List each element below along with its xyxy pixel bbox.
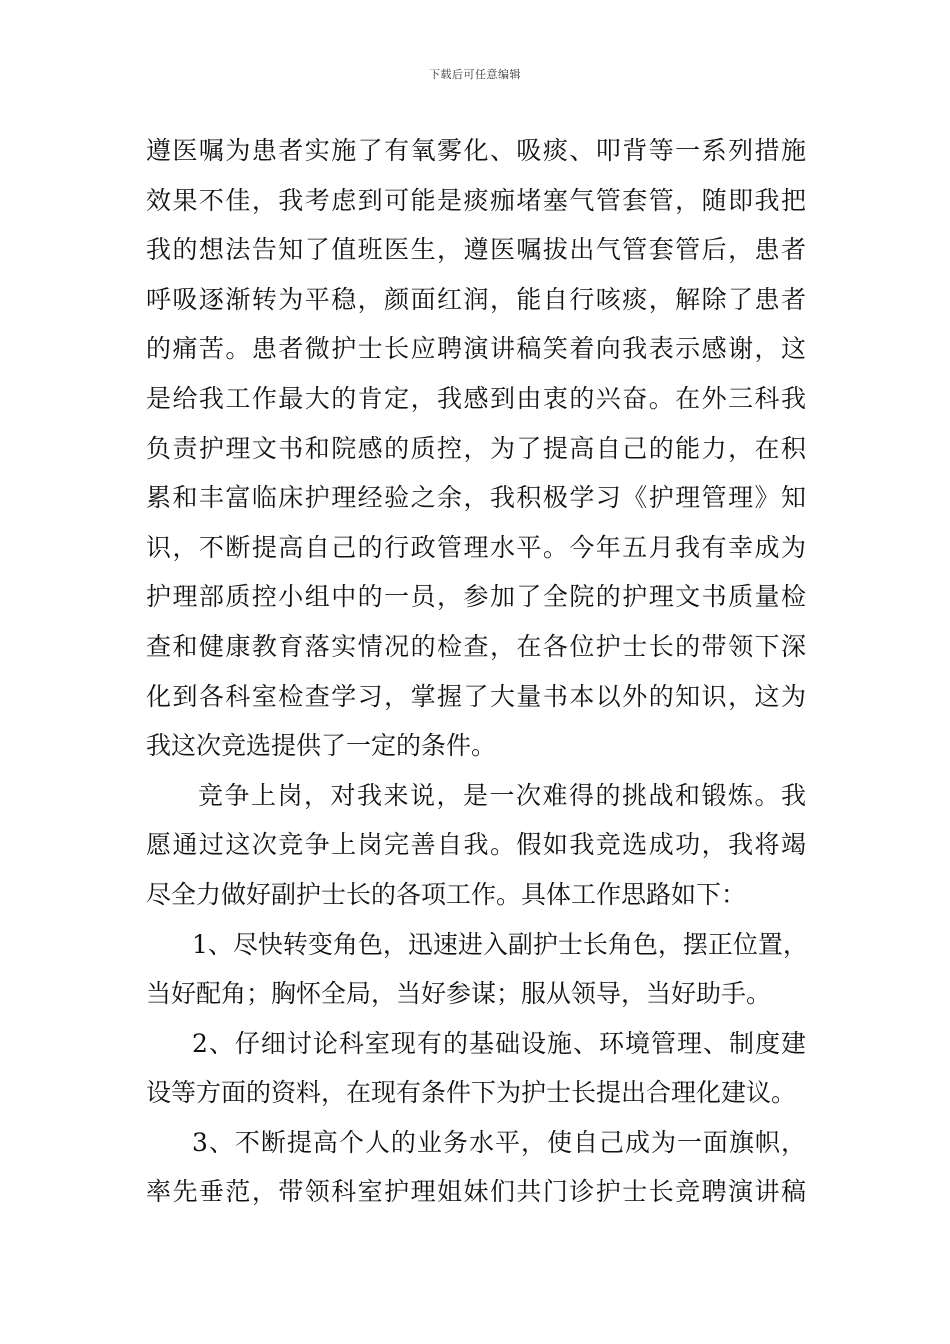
text-line: 率先垂范，带领科室护理姐妹们共门诊护士长竞聘演讲稿 — [146, 1177, 806, 1207]
text-line: 我的想法告知了值班医生，遵医嘱拔出气管套管后，患者 — [146, 235, 806, 265]
text-line: 2、仔细讨论科室现有的基础设施、环境管理、制度建 — [192, 1028, 806, 1058]
text-line: 1、尽快转变角色，迅速进入副护士长角色，摆正位置， — [192, 929, 808, 959]
text-line: 化到各科室检查学习，掌握了大量书本以外的知识，这为 — [146, 681, 806, 711]
paragraph — [146, 920, 806, 1019]
text-line: 尽全力做好副护士长的各项工作。具体工作思路如下： — [146, 879, 747, 909]
text-line: 愿通过这次竞争上岗完善自我。假如我竞选成功，我将竭 — [146, 830, 806, 860]
paragraph — [146, 1019, 806, 1118]
text-line: 护理部质控小组中的一员，参加了全院的护理文书质量检 — [146, 582, 806, 612]
page-header: 下载后可任意编辑 — [429, 68, 521, 81]
text-line: 查和健康教育落实情况的检查，在各位护士长的带领下深 — [146, 631, 806, 661]
text-line: 3、不断提高个人的业务水平，使自己成为一面旗帜， — [192, 1127, 806, 1157]
text-line: 识，不断提高自己的行政管理水平。今年五月我有幸成为 — [146, 532, 806, 562]
text-line: 设等方面的资料，在现有条件下为护士长提出合理化建议。 — [146, 1078, 797, 1108]
document-body — [146, 126, 806, 1217]
text-line: 累和丰富临床护理经验之余，我积极学习《护理管理》知 — [146, 483, 806, 513]
text-line: 竞争上岗，对我来说，是一次难得的挑战和锻炼。我 — [198, 780, 806, 810]
paragraph — [146, 126, 806, 771]
text-line: 当好配角；胸怀全局，当好参谋；服从领导，当好助手。 — [146, 979, 772, 1009]
text-line: 是给我工作最大的肯定，我感到由衷的兴奋。在外三科我 — [146, 383, 806, 413]
paragraph — [146, 771, 806, 920]
text-line: 负责护理文书和院感的质控，为了提高自己的能力，在积 — [146, 433, 806, 463]
text-line: 的痛苦。患者微护士长应聘演讲稿笑着向我表示感谢，这 — [146, 334, 806, 364]
text-line: 呼吸逐渐转为平稳，颜面红润，能自行咳痰，解除了患者 — [146, 284, 806, 314]
text-line: 我这次竞选提供了一定的条件。 — [146, 731, 497, 761]
paragraph — [146, 1118, 806, 1217]
text-line: 遵医嘱为患者实施了有氧雾化、吸痰、叩背等一系列措施 — [146, 136, 806, 165]
text-line: 效果不佳，我考虑到可能是痰痂堵塞气管套管，随即我把 — [146, 185, 806, 215]
